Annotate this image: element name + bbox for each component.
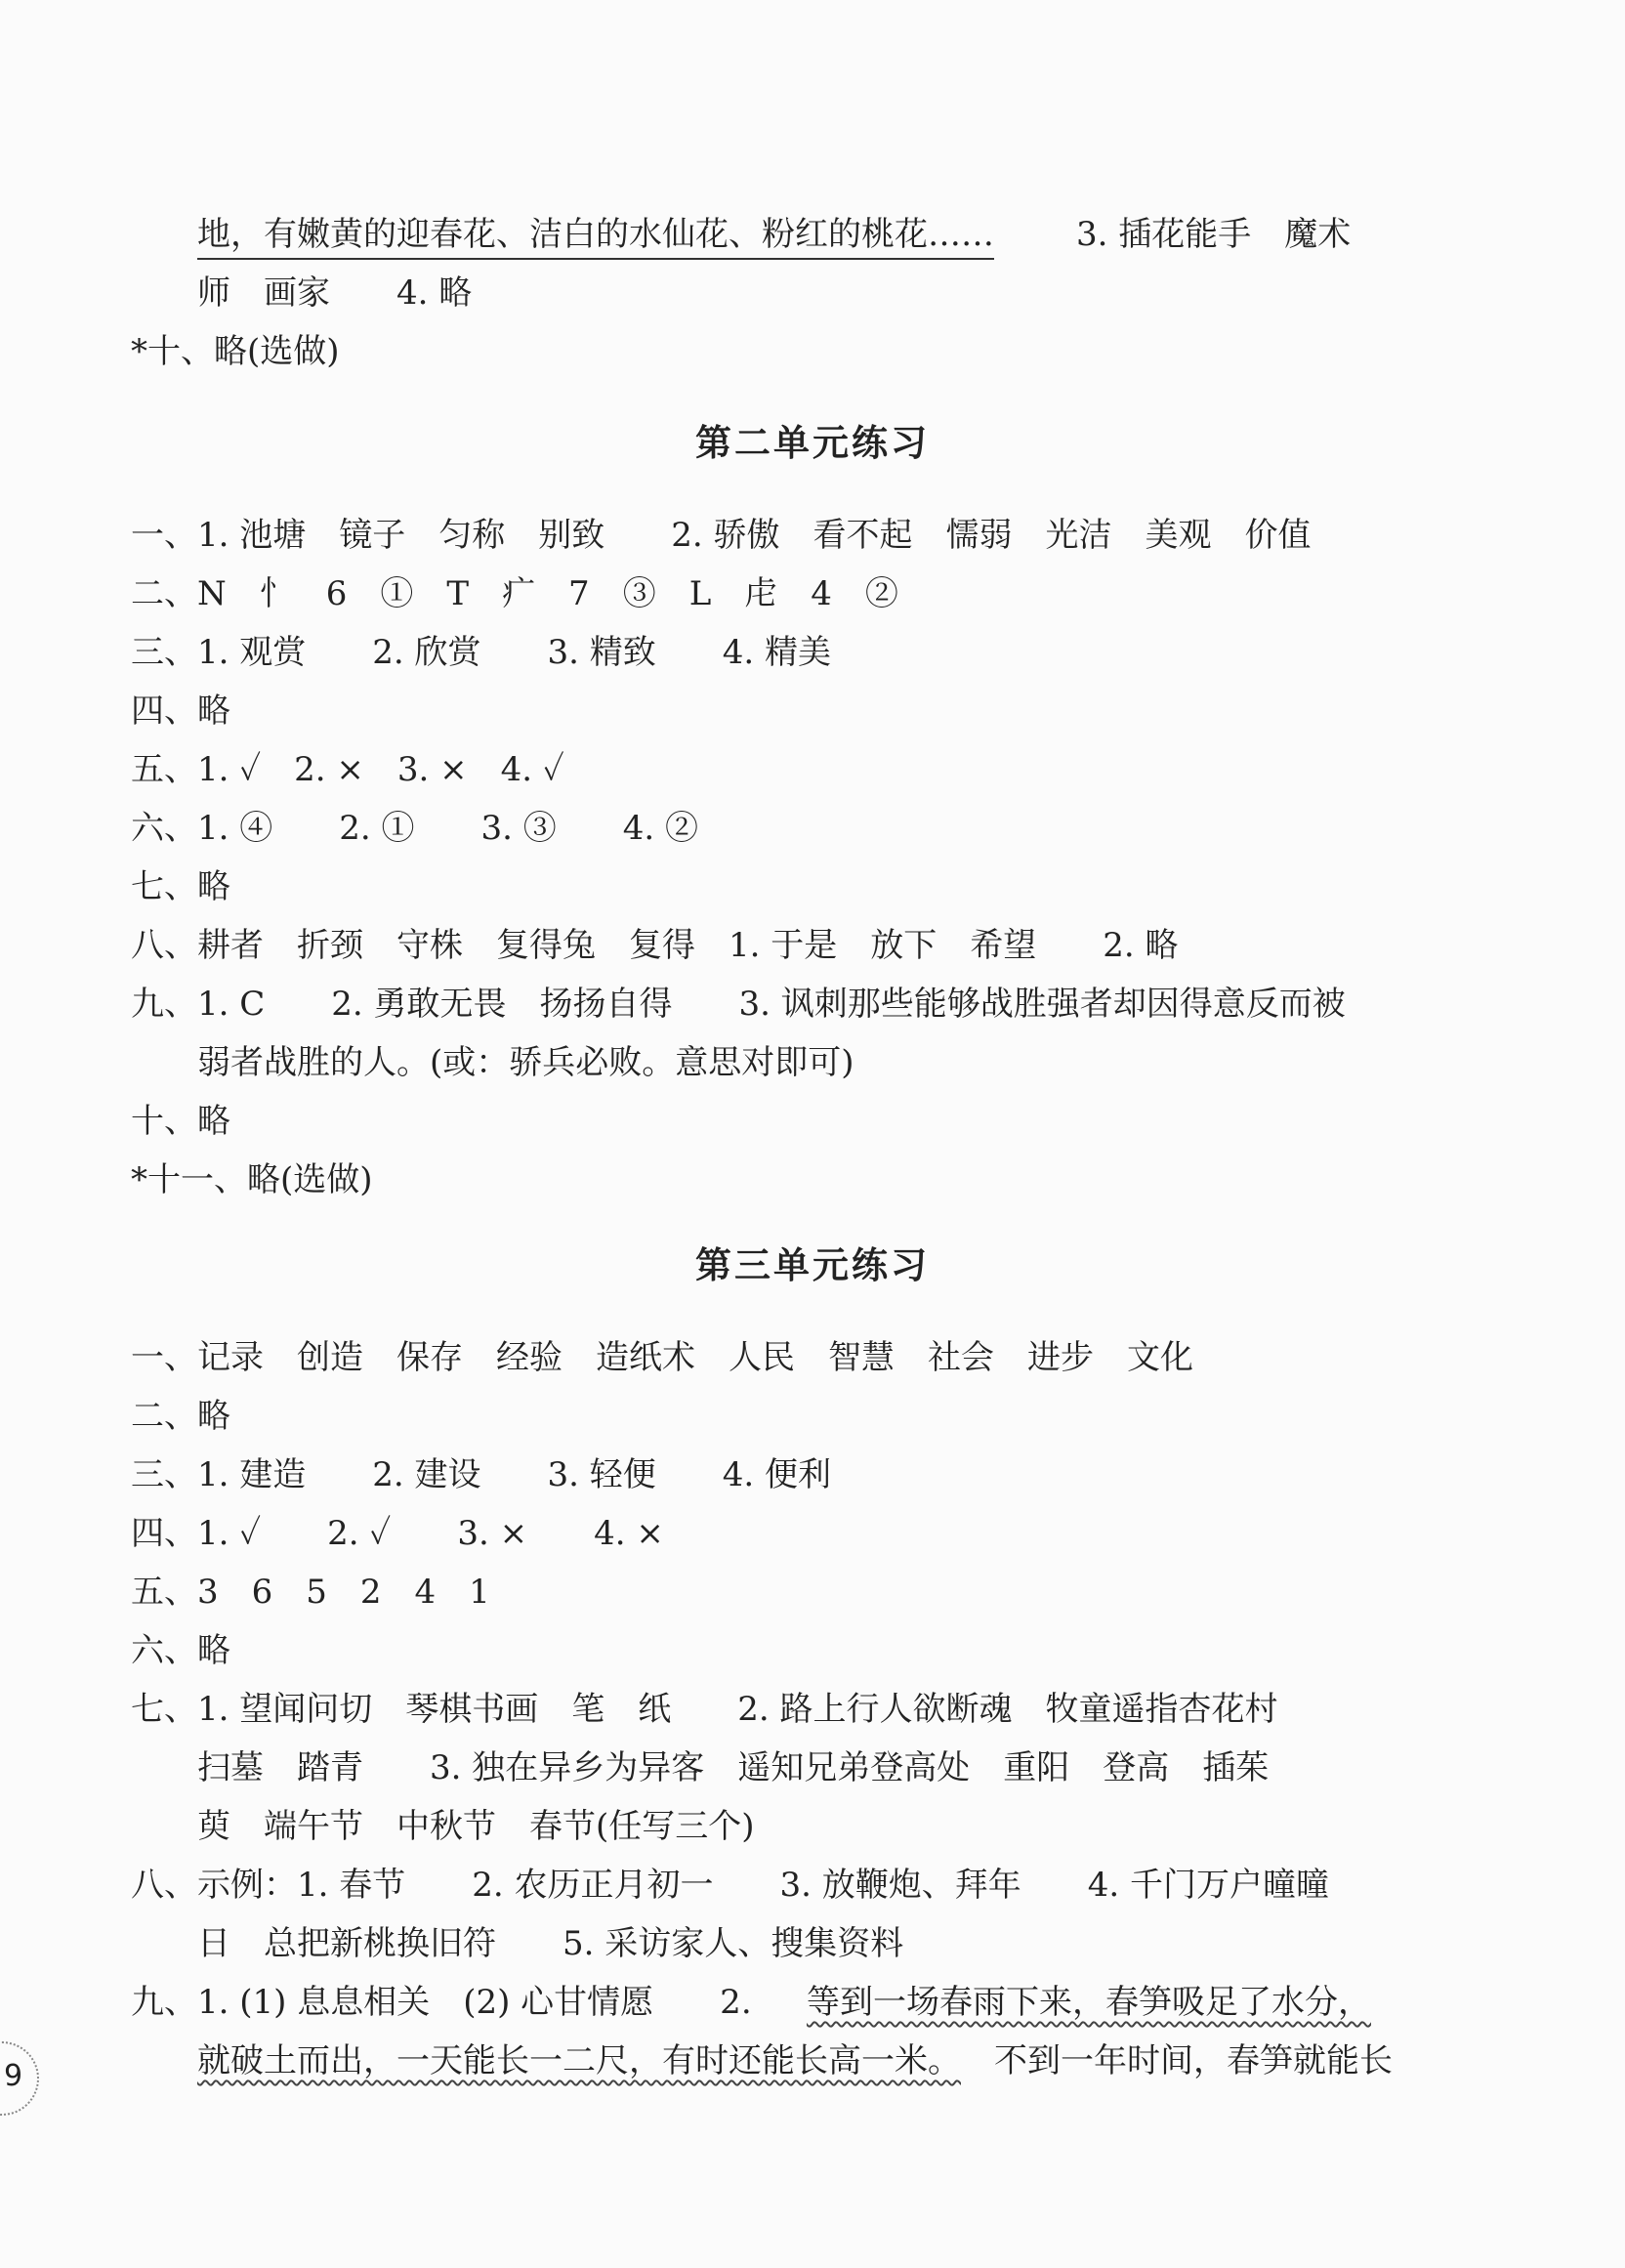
unit2-title: 第二单元练习 — [695, 422, 930, 464]
answer-text: 二、略 — [131, 1397, 230, 1436]
unit2-line — [0, 865, 1625, 908]
answer-text: 五、3 6 5 2 4 1 — [131, 1573, 490, 1612]
unit1-line-1 — [0, 213, 1625, 256]
answer-text: 不到一年时间，春笋就能长 — [994, 2041, 1393, 2080]
unit2-line — [0, 1100, 1625, 1143]
unit3-line — [0, 1864, 1625, 1907]
answer-text: 弱者战胜的人。(或：骄兵必败。意思对即可) — [197, 1043, 854, 1082]
unit1-line-3 — [0, 330, 1625, 373]
answer-text: 日 总把新桃换旧符 5. 采访家人、搜集资料 — [197, 1924, 904, 1963]
answer-text: 3. 插花能手 魔术 — [1076, 215, 1352, 254]
answer-text: 八、耕者 折颈 守株 复得兔 复得 1. 于是 放下 希望 2. 略 — [131, 926, 1179, 965]
answer-text: 三、1. 建造 2. 建设 3. 轻便 4. 便利 — [131, 1455, 831, 1494]
unit3-line-9 — [0, 1981, 1625, 2024]
unit2-line — [0, 690, 1625, 733]
answer-text: 二、N 忄 6 ① T 疒 7 ③ L 虍 4 ② — [131, 574, 898, 613]
answer-text: 七、1. 望闻问切 琴棋书画 笔 纸 2. 路上行人欲断魂 牧童遥指杏花村 — [131, 1690, 1278, 1729]
unit3-line — [0, 1688, 1625, 1731]
page-number: 9 — [4, 2059, 23, 2093]
answer-text: 七、略 — [131, 867, 230, 906]
unit1-line-2 — [0, 272, 1625, 315]
wavy-underlined-answer: 就破土而出，一天能长一二尺，有时还能长高一米。 — [197, 2041, 961, 2080]
unit3-line — [0, 1512, 1625, 1555]
answer-text: 师 画家 4. 略 — [197, 273, 473, 313]
answer-text: 五、1. ✓ 2. × 3. × 4. ✓ — [131, 750, 564, 789]
underlined-answer: 地，有嫩黄的迎春花、洁白的水仙花、粉红的桃花…… — [197, 213, 994, 260]
unit3-line — [0, 1746, 1625, 1789]
answer-text: 八、示例：1. 春节 2. 农历正月初一 3. 放鞭炮、拜年 4. 千门万户曈曈 — [131, 1866, 1329, 1905]
unit3-line — [0, 1336, 1625, 1379]
unit3-line — [0, 1395, 1625, 1438]
answer-text: *十一、略(选做) — [131, 1160, 373, 1199]
answer-text: 九、1. C 2. 勇敢无畏 扬扬自得 3. 讽刺那些能够战胜强者却因得意反而被 — [131, 985, 1346, 1024]
answer-text: 一、1. 池塘 镜子 匀称 别致 2. 骄傲 看不起 懦弱 光洁 美观 价值 — [131, 516, 1312, 555]
unit3-line — [0, 1629, 1625, 1672]
unit3-line — [0, 1922, 1625, 1965]
unit3-line-10 — [0, 2039, 1625, 2082]
unit2-line — [0, 631, 1625, 674]
answer-text: *十、略(选做) — [131, 332, 340, 371]
unit3-line — [0, 1571, 1625, 1614]
unit3-line — [0, 1805, 1625, 1848]
wavy-underlined-answer: 等到一场春雨下来，春笋吸足了水分， — [807, 1983, 1371, 2022]
unit2-line — [0, 1041, 1625, 1084]
unit3-title: 第三单元练习 — [695, 1244, 930, 1286]
answer-text: 萸 端午节 中秋节 春节(任写三个) — [197, 1807, 755, 1846]
unit2-line — [0, 748, 1625, 791]
unit3-line — [0, 1453, 1625, 1496]
unit2-line — [0, 572, 1625, 615]
answer-text: 六、1. ④ 2. ① 3. ③ 4. ② — [131, 809, 698, 848]
unit2-line — [0, 807, 1625, 850]
unit2-line — [0, 983, 1625, 1026]
unit2-line — [0, 924, 1625, 967]
answer-text: 六、略 — [131, 1631, 230, 1670]
answer-text: 九、1. (1) 息息相关 (2) 心甘情愿 2. — [131, 1983, 752, 2022]
answer-text: 十、略 — [131, 1102, 230, 1141]
answer-text: 三、1. 观赏 2. 欣赏 3. 精致 4. 精美 — [131, 633, 831, 672]
answer-text: 四、1. ✓ 2. ✓ 3. × 4. × — [131, 1514, 664, 1553]
unit2-line — [0, 1158, 1625, 1201]
unit2-line — [0, 514, 1625, 557]
answer-text: 四、略 — [131, 692, 230, 731]
answer-text: 扫墓 踏青 3. 独在异乡为异客 遥知兄弟登高处 重阳 登高 插茱 — [197, 1748, 1270, 1787]
answer-text: 一、记录 创造 保存 经验 造纸术 人民 智慧 社会 进步 文化 — [131, 1338, 1193, 1377]
